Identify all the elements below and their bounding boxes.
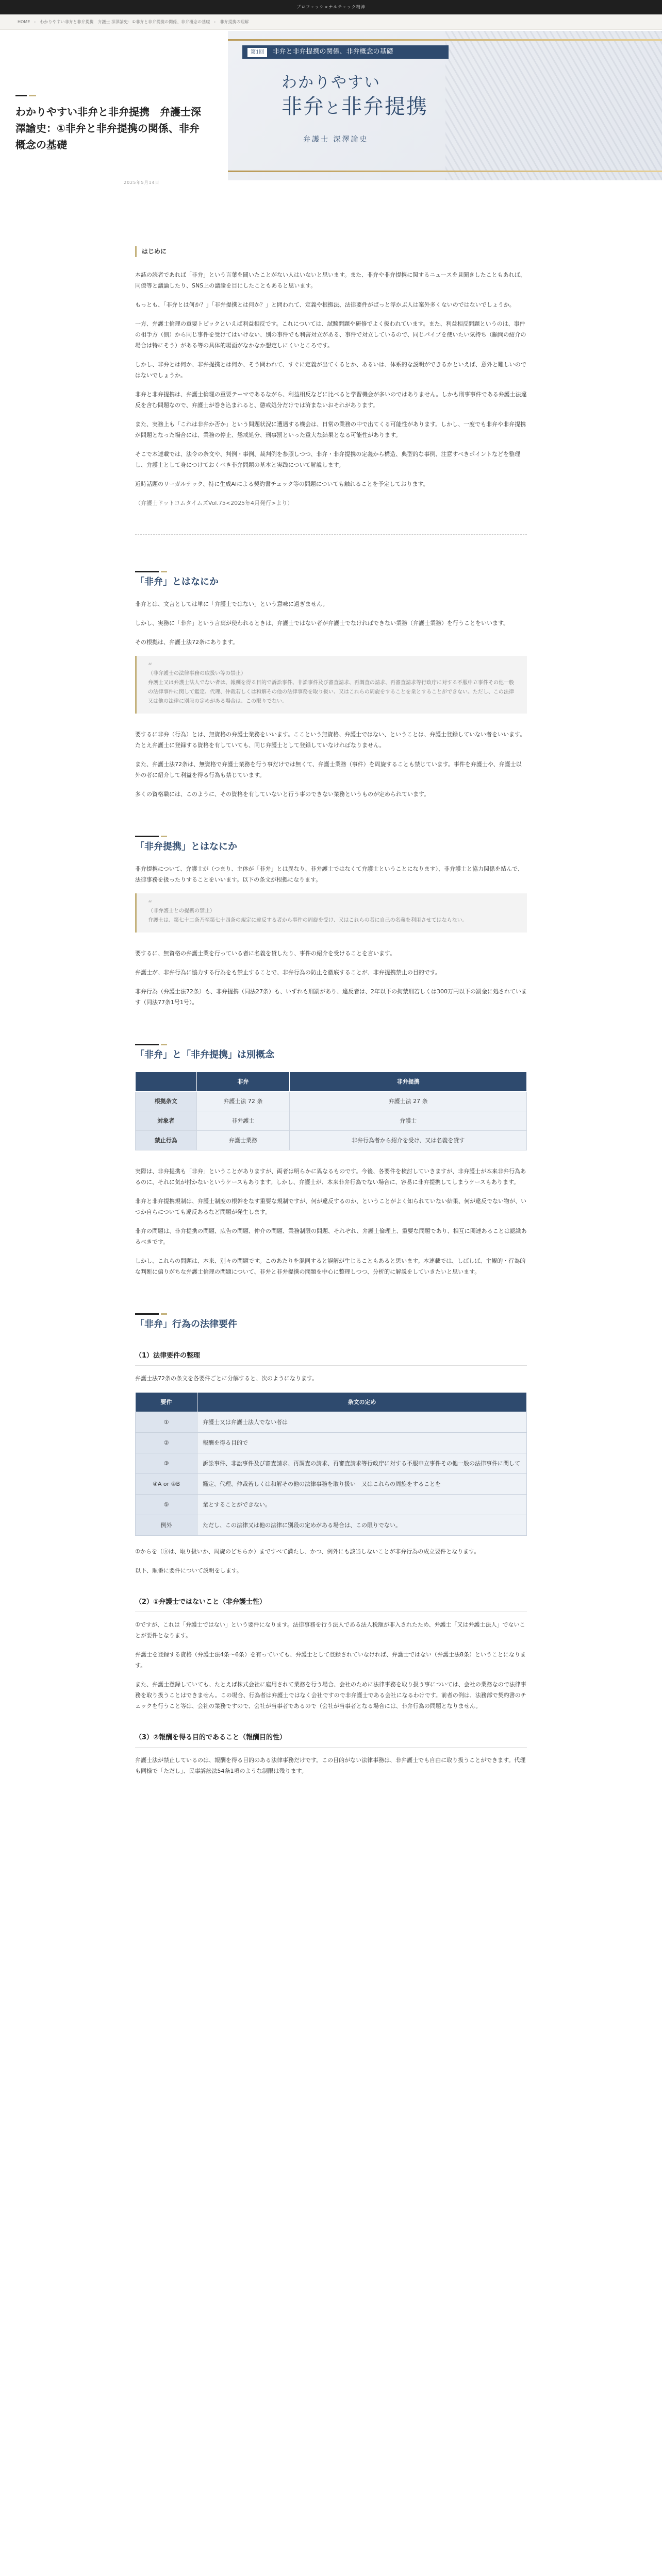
table-cell: ただし、この法律又は他の法律に別段の定めがある場合は、この限りでない。 [197, 1515, 527, 1536]
quote-body: 弁護士又は弁護士法人でない者は、報酬を得る目的で訴訟事件、非訟事件及び審査請求、再調査の請求、再審査請求等行政庁に対する不服申立事件その他一般の法律事件に関して鑑定、代理、仲裁若しくは和解その他の法律事務を取り扱い、又はこれらの周旋をすることを業とすることができない。ただし、この法律又は他の法律に別段の定めがある場合は、この限りでない。 [148, 680, 514, 704]
section-title: 「非弁提携」とはなにか [135, 841, 237, 852]
chevron-right-icon: › [34, 20, 36, 24]
hero-author: 弁護士 深澤諭史 [303, 135, 369, 144]
breadcrumb-current: 非弁提携の理解 [220, 20, 249, 24]
paragraph: その根拠は、弁護士法72条にあります。 [135, 639, 239, 646]
hero-banner-text: 非弁と非弁提携の関係、非弁概念の基礎 [272, 48, 393, 56]
table-header [136, 1072, 197, 1092]
quote-title: （非弁護士との提携の禁止） [148, 908, 215, 914]
page-title: わかりやすい非弁と非弁提携 弁護士深澤諭史：①非弁と非弁提携の関係、非弁概念の基礎 [15, 106, 201, 151]
section-heading [135, 1313, 527, 1330]
divider [135, 534, 527, 535]
quote-title: （非弁護士の法律事務の取扱い等の禁止） [148, 671, 246, 676]
table-cell: 例外 [136, 1515, 197, 1536]
hero [0, 30, 662, 184]
table-row [136, 1111, 527, 1131]
statute-quote [135, 893, 527, 933]
table-cell: 根拠条文 [136, 1092, 197, 1111]
title-accent [15, 95, 201, 96]
paragraph: 弁護士法72条の条文を各要件ごとに分解すると、次のようになります。 [135, 1375, 318, 1382]
intro-paragraph: 本誌の読者であれば「非弁」という言葉を聞いたことがない人はいないと思います。また、非弁や非弁提携に関するニュースを見聞きしたこともあれば、同僚等と議論したり、SNS上の議論を目にしたこともあると思います。 [135, 272, 526, 289]
paragraph: 要するに非弁（行為）とは、無資格の弁護士業務をいいます。ここという無資格、弁護士ではない、ということは、弁護士登録していない者をいいます。たとえ弁護士に登録する資格を有していても、同じ弁護士として登録していなければなりません。 [135, 731, 526, 749]
intro-paragraph: 非弁と非弁提携は、弁護士倫理の重要テーマであるながら、利益相反などに比べると学習機会が多いのではありません。しかも刑事事件である弁護士法違反を含む問題なので、弁護士が巻き込まれると、懲戒処分だけでは済まないおそれがあります。 [135, 391, 527, 409]
quote-icon: “ [148, 661, 153, 671]
table-header: 要件 [136, 1393, 197, 1412]
table-row [136, 1092, 527, 1111]
article-body [135, 246, 527, 1816]
paragraph: 非弁とは、文言としては単に「弁護士ではない」という意味に過ぎません。 [135, 601, 328, 607]
table-row [136, 1453, 527, 1474]
paragraph: 以下、順番に要件について説明をします。 [135, 1567, 242, 1574]
intro-paragraph: もっとも、「非弁とは何か？」「非弁提携とは何か？」と問われて、定義や根拠法、法律要件がぱっと浮かぶ人は案外多くないのではないでしょうか。 [135, 301, 515, 308]
table-cell: 非弁護士 [196, 1111, 290, 1131]
table-row [136, 1515, 527, 1536]
paragraph: 弁護士を登録する資格（弁護士法4条〜6条）を有っていても、弁護士として登録されていなければ、弁護士ではない（弁護士法8条）ということになります。 [135, 1651, 526, 1669]
hero-heading [282, 71, 428, 121]
table-header: 非弁 [196, 1072, 290, 1092]
subsection-title: （3）②報酬を得る目的であること（報酬目的性） [135, 1732, 527, 1748]
table-cell: 禁止行為 [136, 1131, 197, 1150]
section-title: 「非弁」と「非弁提携」は別概念 [135, 1049, 274, 1060]
paragraph: 非弁と非弁提携規制は、弁護士制度の根幹をなす重要な規制ですが、何が違反するのか、ということがよく知られていない結果、何が違反でない物が、いつか自らについても違反あるなど問題が発生します。 [135, 1198, 526, 1215]
table-cell: 弁護士法 72 条 [196, 1092, 290, 1111]
table-cell: 対象者 [136, 1111, 197, 1131]
intro-paragraph: 一方、弁護士倫理の重要トピックといえば利益相反です。これについては、試験問題や研修でよく扱われています。また、利益相反問題というのは、事件の相手方（側）から同じ事件を受けてはいけない、別の事件でも利害対立がある、事件で対立しているので、同じパイプを使いたい気持ち（顧問の紹介の場合は特にそう）がある等の具体的場面がなかなか想定しにくいところです。 [135, 320, 526, 349]
hero-banner [242, 45, 449, 59]
table-row [136, 1433, 527, 1453]
paragraph: ①からを（ⓐは、取り扱いか、周旋のどちらか）まですべて満たし、かつ、例外にも該当しないことが非弁行為の成立要件となります。 [135, 1548, 480, 1555]
hero-image [228, 31, 662, 180]
table-cell: 報酬を得る目的で [197, 1433, 527, 1453]
breadcrumb-home[interactable]: HOME [18, 20, 30, 24]
table-row [136, 1131, 527, 1150]
paragraph: 弁護士が、非弁行為に協力する行為をも禁止することで、非弁行為の防止を徹底することが、非弁提携禁止の目的です。 [135, 969, 441, 976]
source-note: （弁護士ドットコムタイムズVol.75<2025年4月発行>より） [135, 500, 293, 506]
table-cell: 業とすることができない。 [197, 1495, 527, 1515]
hero-heading-line1: わかりやすい [282, 74, 380, 92]
table-row [136, 1495, 527, 1515]
gold-strip [228, 171, 662, 172]
paragraph: また、弁護士登録していても、たとえば株式会社に雇用されて業務を行う場合、会社のために法律事務を取り扱う事については、会社の業務なので法律事務を取り扱うことはできません。この場合、行為者は弁護士ではなく会社ですので非弁護士である会社になるわけです。前者の例は、法務部で契約書のチェックを行うこと等は、会社の業務ですので、会社が当事者であるので（会社が当事者となる場合には、非弁行為の問題となりません。 [135, 1681, 526, 1709]
subsection-title: （1）法律要件の整理 [135, 1350, 527, 1366]
paragraph: 弁護士法が禁止しているのは、報酬を得る目的のある法律事務だけです。この目的がない法律事務は、非弁護士でも自由に取り扱うことができます。代理も同様で「ただし」、民事訴訟法54条1項のような制限は残ります。 [135, 1757, 526, 1774]
table-cell: 非弁行為者から紹介を受け、又は名義を貸す [290, 1131, 527, 1150]
publish-date: 2025年5月14日 [124, 180, 160, 185]
bottom-spacer [135, 1785, 527, 1816]
table-cell: ⑤ [136, 1495, 197, 1515]
hero-heading-hiben: 非弁 [282, 95, 325, 118]
intro-heading: はじめに [135, 246, 527, 257]
section-title: 「非弁」行為の法律要件 [135, 1319, 237, 1330]
table-cell: 弁護士業務 [196, 1131, 290, 1150]
table-cell: ② [136, 1433, 197, 1453]
intro-paragraph: また、実務上も「これは非弁か否か」という問題状況に遭遇する機会は、日常の業務の中で出てくる可能性があります。しかし、一度でも非弁や非弁提携が問題となった場合には、業務の停止、懲戒処分、刑事罰といった重大な結果となる可能性があります。 [135, 421, 526, 438]
top-banner-text: プロフェッショナルチェック精神 [296, 5, 366, 9]
paragraph: 非弁行為（弁護士法72条）も、非弁提携（同法27条）も、いずれも刑罰があり、違反者は、2年以下の拘禁刑若しくは300万円以下の罰金に処されています（同法77条1号1号）。 [135, 988, 527, 1006]
gold-strip [228, 39, 662, 41]
paragraph: しかし、これらの問題は、本来、別々の問題です。このあたりを混同すると誤解が生じることもあると思います。本連載では、しばしば、主観的・行為的な判断に偏りがちな弁護士倫理の問題について、非弁と非弁提携の問題を中心に整理しつつ、分析的に解説をしていきたいと思います。 [135, 1258, 526, 1275]
quote-body: 弁護士は、第七十二条乃至第七十四条の規定に違反する者から事件の周旋を受け、又はこれらの者に自己の名義を利用させてはならない。 [148, 918, 468, 923]
paragraph: 非弁提携について、弁護士が（つまり、主体が「非弁」とは異なり、非弁護士ではなくて弁護士ということになります）、非弁護士と協力関係を結んで、法律事務を扱ったりすることをいいます。以下の条文が根拠になります。 [135, 866, 523, 883]
table-cell: ④A or ④B [136, 1474, 197, 1495]
table-cell: 弁護士又は弁護士法人でない者は [197, 1412, 527, 1433]
hero-text [15, 66, 201, 184]
chevron-right-icon: › [214, 20, 216, 24]
hero-heading-to: と [325, 99, 341, 117]
table-cell: 訴訟事件、非訟事件及び審査請求、再調査の請求、再審査請求等行政庁に対する不服申立事件その他一般の法律事件に関して [197, 1453, 527, 1474]
table-row [136, 1474, 527, 1495]
paragraph: 要するに、無資格の弁護士業を行っている者に名義を貸したり、事件の紹介を受けることを言います。 [135, 950, 396, 957]
episode-badge: 第1回 [247, 48, 267, 57]
table-cell: 弁護士法 27 条 [290, 1092, 527, 1111]
breadcrumb [0, 14, 662, 30]
paragraph: 多くの資格職には、このように、その資格を有していないと行う事のできない業務というものが定められています。 [135, 791, 430, 798]
subsection-title: （2）①弁護士ではないこと（非弁護士性） [135, 1597, 527, 1612]
hero-pattern [445, 31, 662, 180]
paragraph: また、弁護士法72条は、無資格で弁護士業務を行う事だけでは無くて、弁護士業務（事件）を周旋することも禁じています。事件を弁護士や、弁護士以外の者に紹介して利益を得る行為も禁じています。 [135, 761, 522, 778]
paragraph: ①ですが、これは「弁護士ではない」という要件になります。法律事務を行う法人である法人税額が非入されたため、弁護士「又は弁護士法人」でないことが要件となります。 [135, 1621, 525, 1639]
quote-icon: “ [148, 899, 153, 908]
paragraph: 非弁の問題は、非弁提携の問題、広告の問題、仲介の問題、業務制限の問題、それぞれ、弁護士倫理上、重要な問題であり、相互に関連あることは認識あるべきです。 [135, 1228, 527, 1245]
intro-paragraph: そこで本連載では、法令の条文や、判例・事例、裁判例を参照しつつ、非弁・非弁提携の定義から構造、典型的な事例、注意すべきポイントなどを整理し、弁護士として身につけておくべき非弁問題の基本と実践について解説します。 [135, 451, 521, 468]
statute-quote [135, 656, 527, 714]
paragraph: しかし、実務に「非弁」という言葉が使われるときは、弁護士ではない者が弁護士でなければできない業務（弁護士業務）を行うことをいいます。 [135, 620, 509, 626]
table-row [136, 1412, 527, 1433]
table-header: 非弁提携 [290, 1072, 527, 1092]
table-header: 条文の定め [197, 1393, 527, 1412]
requirements-table [135, 1392, 527, 1536]
top-banner [0, 0, 662, 14]
hero-heading-teikei: 非弁提携 [341, 95, 428, 118]
table-cell: ① [136, 1412, 197, 1433]
table-cell: 弁護士 [290, 1111, 527, 1131]
section-heading [135, 571, 527, 587]
intro-paragraph: しかし、非弁とは何か、非弁提携とは何か、そう問われて、すぐに定義が出てくるとか、あるいは、体系的な説明ができるかといえば、意外と難しいのではないでしょうか。 [135, 361, 526, 379]
table-cell: 鑑定、代理、仲裁若しくは和解その他の法律事務を取り扱い 又はこれらの周旋をすることを [197, 1474, 527, 1495]
section-heading [135, 1044, 527, 1060]
section-title: 「非弁」とはなにか [135, 577, 219, 587]
table-cell: ③ [136, 1453, 197, 1474]
breadcrumb-article[interactable]: わかりやすい非弁と非弁提携 弁護士 深澤諭史：①非弁と非弁提携の関係、非弁概念の基礎 [40, 20, 210, 24]
intro-paragraph: 近時話題のリーガルテック、特に生成AIによる契約書チェック等の問題についても触れることを予定しております。 [135, 481, 429, 487]
section-heading [135, 836, 527, 852]
paragraph: 実際は、非弁提携も「非弁」ということがありますが、両者は明らかに異なるものです。今後、各要件を検討していきますが、非弁護士が本来非弁行為あるのに、それに気が付かないというケースもあります。しかし、弁護士が、本来非弁行為でない場合に、容易に非弁提携してしまうケースもあります。 [135, 1168, 526, 1185]
comparison-table [135, 1072, 527, 1150]
